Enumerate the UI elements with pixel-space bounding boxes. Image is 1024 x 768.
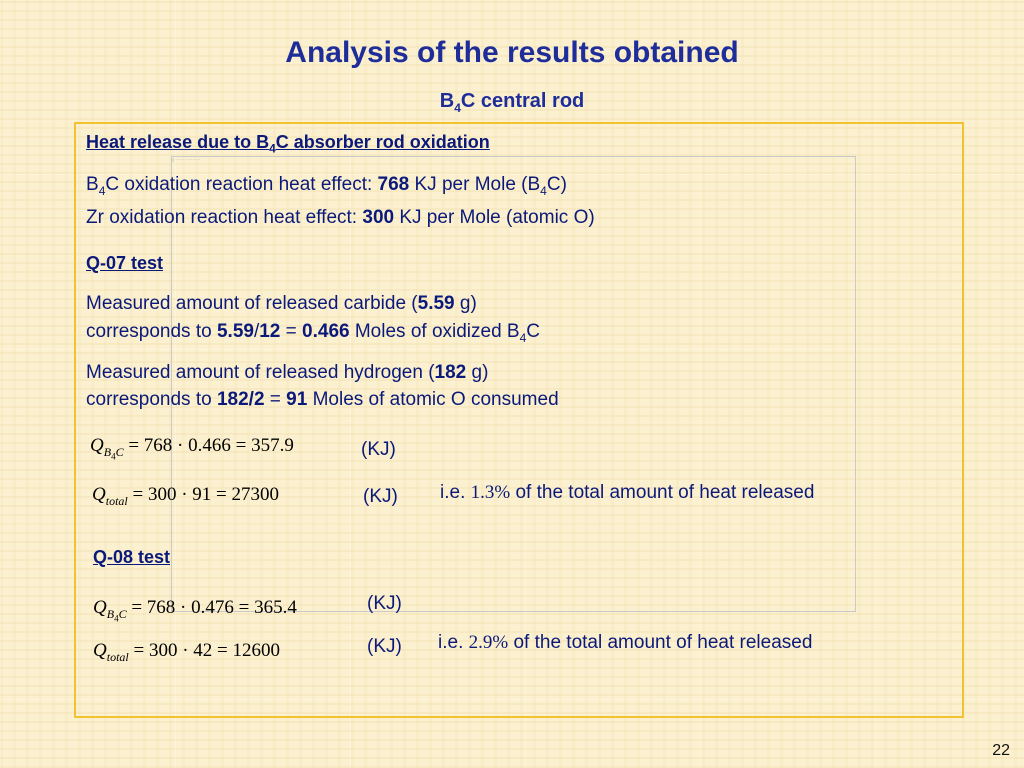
q08-heading: Q-08 test <box>93 547 171 567</box>
q08-qtotal-equation: $Q_{total} = 300 \cdot 42 = 12600$ <box>93 640 281 664</box>
embedded-object-caption: ▯ ········ ·········· <box>172 157 201 162</box>
q07-qtotal-unit: (KJ) <box>363 486 398 507</box>
page-number: 22 <box>992 742 1010 759</box>
q08-qtotal-unit: (KJ) <box>367 636 402 657</box>
q07-heading: Q-07 test <box>86 253 164 273</box>
slide-title: Analysis of the results obtained <box>285 36 739 69</box>
q08-percentage-note: i.e. 2.9% of the total amount of heat released <box>438 632 813 653</box>
zr-heat-effect: Zr oxidation reaction heat effect: 300 KJ per Mole (atomic O) <box>86 207 595 228</box>
q07-qtotal-equation: $Q_{total} = 300 \cdot 91 = 27300$ <box>92 484 280 508</box>
q07-qb4c-unit: (KJ) <box>361 439 396 460</box>
q07-hydrogen-line1: Measured amount of released hydrogen (182 g) <box>86 362 489 383</box>
q07-percentage-note: i.e. 1.3% of the total amount of heat released <box>440 482 815 503</box>
q07-hydrogen-line2: corresponds to 182/2 = 91 Moles of atomic O consumed <box>86 389 559 410</box>
q07-carbide-line1: Measured amount of released carbide (5.59 g) <box>86 293 477 314</box>
b4c-heat-effect: $B_4C$ oxidation reaction heat effect: 768 KJ per Mole $(B_4C)$ <box>86 174 567 198</box>
q07-carbide-line2: corresponds to 5.59/12 = 0.466 Moles of oxidized $B_4C$ <box>86 321 541 345</box>
q07-qb4c-equation: $Q_{B_4C} = 768 \cdot 0.466 = 357.9$ <box>90 435 294 462</box>
q08-qb4c-equation: $Q_{B_4C} = 768 \cdot 0.476 = 365.4$ <box>93 597 297 624</box>
section-heading: Heat release due to $B_4C$ absorber rod oxidation <box>86 132 490 156</box>
q08-qb4c-unit: (KJ) <box>367 593 402 614</box>
slide-subtitle: $B_4C$ central rod <box>439 90 585 115</box>
